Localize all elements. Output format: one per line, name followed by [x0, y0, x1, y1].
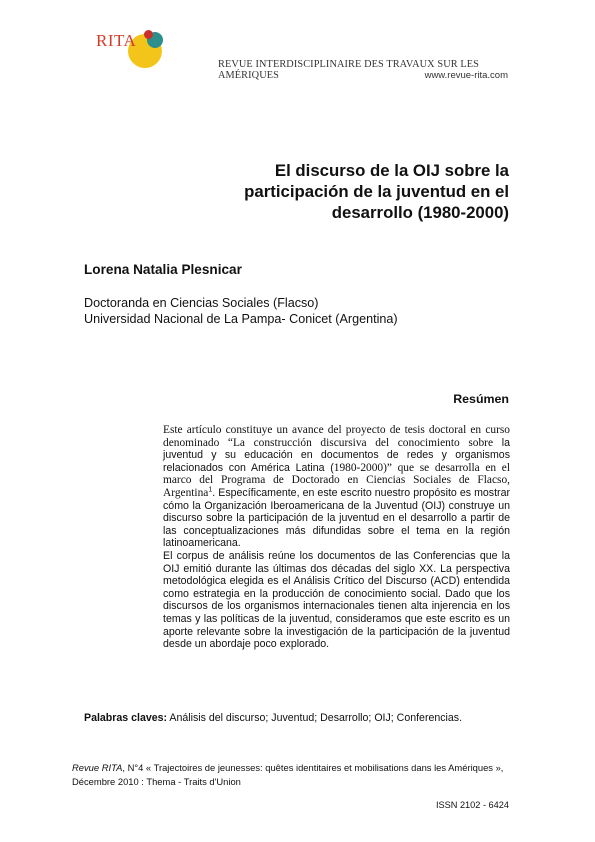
- citation-line-2: Décembre 2010 : Thema - Traits d'Union: [72, 776, 241, 787]
- keywords: [84, 712, 462, 724]
- author-name: Lorena Natalia Plesnicar: [84, 262, 242, 277]
- keywords-value: Análisis del discurso; Juventud; Desarrollo; OIJ; Conferencias.: [169, 712, 463, 724]
- abstract-text: 1980-2000)” que se desarrolla en el: [333, 461, 510, 474]
- logo-circle-red: [144, 30, 153, 39]
- abstract-text: curso denominado “La construcción discursiva del conocimiento sobre: [163, 424, 510, 449]
- article-title: El discurso de la OIJ sobre la participación de la juventud en el desarrollo (1980-2000): [244, 161, 509, 222]
- abstract-paragraph-2: El corpus de análisis reúne los documentos de las Conferencias que la OIJ emitió durante las últimas dos décadas del siglo XX. La perspectiva metodológica elegida es el Análisis Crítico del Discurso (ACD) entendida como estrategia en la producción de conocimiento social. Dado que los discursos de los organismos internacionales tienen alta injerencia en los temas y las políticas de la juventud, consideramos que este escrito es un aporte relevante sobre la investigación de la participación de la juventud desde un abordaje poco explorado.: [163, 549, 510, 651]
- journal-logo: [96, 28, 176, 68]
- abstract-body: [163, 424, 510, 651]
- citation-rest: , N°4 « Trajectoires de jeunesses: quêtes identitaires et mobilisations dans les Amériques »,: [122, 762, 504, 773]
- journal-name: REVUE INTERDISCIPLINAIRE DES TRAVAUX SUR LES AMÉRIQUES: [218, 59, 479, 81]
- abstract-paragraph-1: [163, 424, 510, 550]
- issn: ISSN 2102 - 6424: [435, 800, 509, 810]
- footer-citation: [72, 761, 512, 789]
- affiliation-line-2: Universidad Nacional de La Pampa- Conicet (Argentina): [84, 312, 398, 326]
- journal-italic: Revue RITA: [72, 762, 123, 773]
- author-affiliation: [84, 295, 398, 327]
- footnote-marker[interactable]: 1: [208, 486, 213, 494]
- abstract-text: marco del Programa de Doctorado en Ciencias Sociales de Flacso, Argentina: [163, 474, 510, 499]
- keywords-label: Palabras claves:: [84, 712, 168, 724]
- abstract-text: Este artículo constituye un avance del proyecto de tesis doctoral en: [163, 424, 482, 436]
- logo-text: RITA: [96, 31, 137, 50]
- abstract-heading: Resúmen: [453, 392, 509, 406]
- affiliation-line-1: Doctoranda en Ciencias Sociales (Flacso): [84, 296, 319, 310]
- citation-line-1: [72, 761, 512, 775]
- abstract-text: la juventud y su educación en documentos de redes y organismos relacionados con América Latina (: [163, 436, 510, 474]
- journal-url[interactable]: www.revue-rita.com: [424, 70, 508, 81]
- abstract-text: . Específicamente, en este escrito nuestro propósito es mostrar cómo la Organización Iberoamericana de la Juventud (OIJ) construye un discurso sobre la participación de la juventud en el desarrollo a partir de las conceptualizaciones más difundidas sobre el tema en la región latinoamericana.: [163, 486, 510, 550]
